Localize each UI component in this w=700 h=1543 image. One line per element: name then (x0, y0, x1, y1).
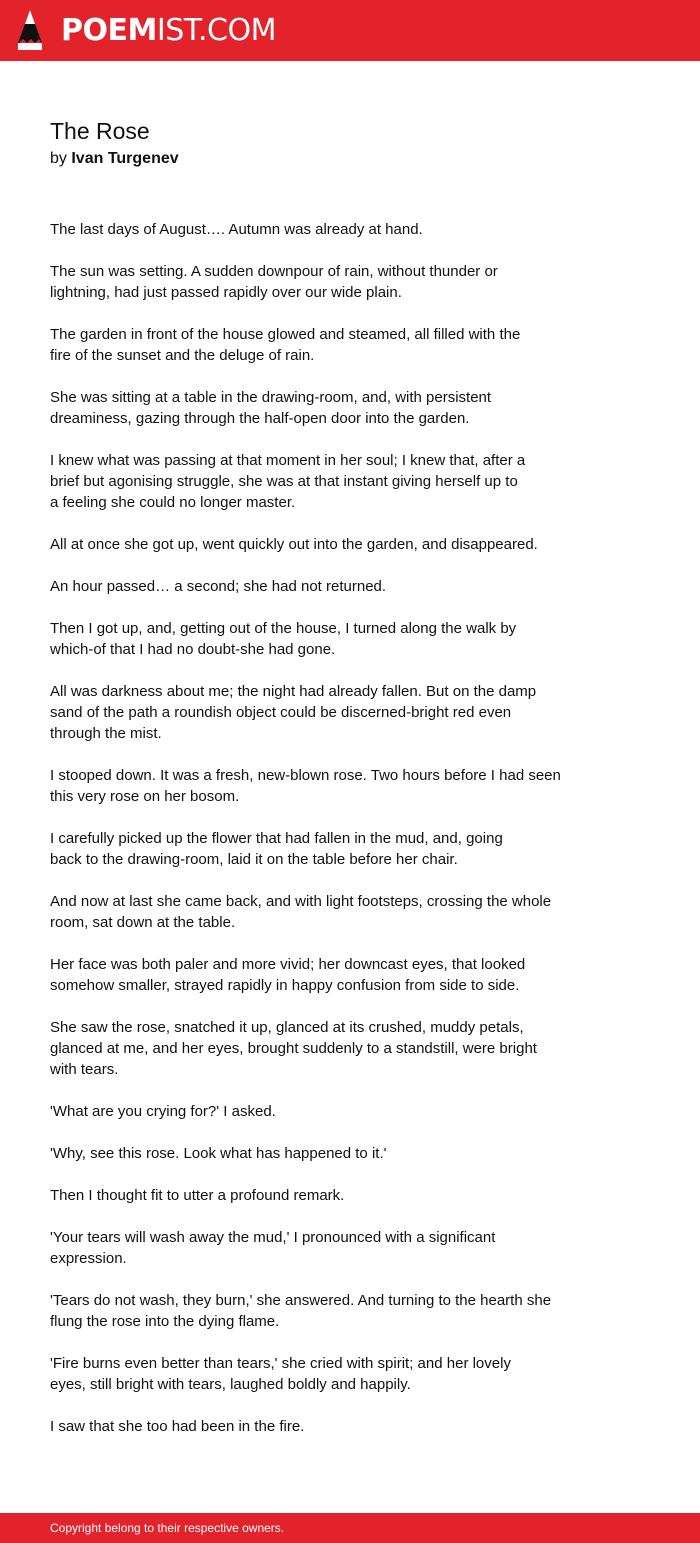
poem-stanza: All at once she got up, went quickly out into the garden, and disappeared. (50, 536, 538, 553)
pencil-logo-icon[interactable] (17, 9, 43, 51)
site-header (0, 0, 700, 61)
poem-stanza: The garden in front of the house glowed and steamed, all filled with the fire of the sunset and the deluge of rain. (50, 326, 521, 364)
author-name: Ivan Turgenev (71, 150, 179, 167)
copyright-notice: Copyright belong to their respective owners. (50, 1521, 285, 1535)
poem-stanza: The last days of August…. Autumn was already at hand. (50, 221, 423, 238)
poem-stanza: Then I got up, and, getting out of the house, I turned along the walk by which-of that I had no doubt-she had gone. (50, 620, 517, 658)
by-label: by (50, 150, 67, 167)
poem-stanza: Her face was both paler and more vivid; her downcast eyes, that looked somehow smaller, strayed rapidly in happy confusion from side to side. (50, 956, 526, 994)
poem-stanza: All was darkness about me; the night had already fallen. But on the damp sand of the path a roundish object could be discerned-bright red even through the mist. (50, 683, 537, 742)
poem-byline (50, 149, 179, 169)
poem-stanza: 'Why, see this rose. Look what has happened to it.' (50, 1145, 387, 1162)
poem-stanza: I knew what was passing at that moment in her soul; I knew that, after a brief but agonising struggle, she was at that instant giving herself up to a feeling she could no longer master. (50, 452, 526, 511)
brand-name-light: IST.COM (156, 13, 276, 48)
poem-stanza: 'What are you crying for?' I asked. (50, 1103, 276, 1120)
poem-stanza: I stooped down. It was a fresh, new-blown rose. Two hours before I had seen this very rose on her bosom. (50, 767, 561, 805)
poem-stanza: The sun was setting. A sudden downpour of rain, without thunder or lightning, had just passed rapidly over our wide plain. (50, 263, 498, 301)
site-logo[interactable] (61, 12, 276, 50)
poem-title: The Rose (50, 118, 150, 144)
brand-name-bold: POEM (61, 13, 157, 48)
poem-stanza: 'Tears do not wash, they burn,' she answered. And turning to the hearth she flung the rose into the dying flame. (50, 1292, 552, 1330)
poem-stanza: 'Fire burns even better than tears,' she cried with spirit; and her lovely eyes, still bright with tears, laughed boldly and happily. (50, 1355, 511, 1393)
poem-stanza: I saw that she too had been in the fire. (50, 1418, 305, 1435)
poem-stanza: And now at last she came back, and with light footsteps, crossing the whole room, sat down at the table. (50, 893, 552, 931)
poem-stanza: She was sitting at a table in the drawing-room, and, with persistent dreaminess, gazing through the half-open door into the garden. (50, 389, 492, 427)
poem-body (50, 219, 590, 1458)
poem-stanza: Then I thought fit to utter a profound remark. (50, 1187, 345, 1204)
poem-stanza: An hour passed… a second; she had not returned. (50, 578, 387, 595)
poem-stanza: She saw the rose, snatched it up, glanced at its crushed, muddy petals, glanced at me, and her eyes, brought suddenly to a standstill, were bright with tears. (50, 1019, 537, 1078)
site-footer (0, 1513, 700, 1543)
poem-stanza: I carefully picked up the flower that had fallen in the mud, and, going back to the drawing-room, laid it on the table before her chair. (50, 830, 503, 868)
poem-stanza: 'Your tears will wash away the mud,' I pronounced with a significant expression. (50, 1229, 496, 1267)
